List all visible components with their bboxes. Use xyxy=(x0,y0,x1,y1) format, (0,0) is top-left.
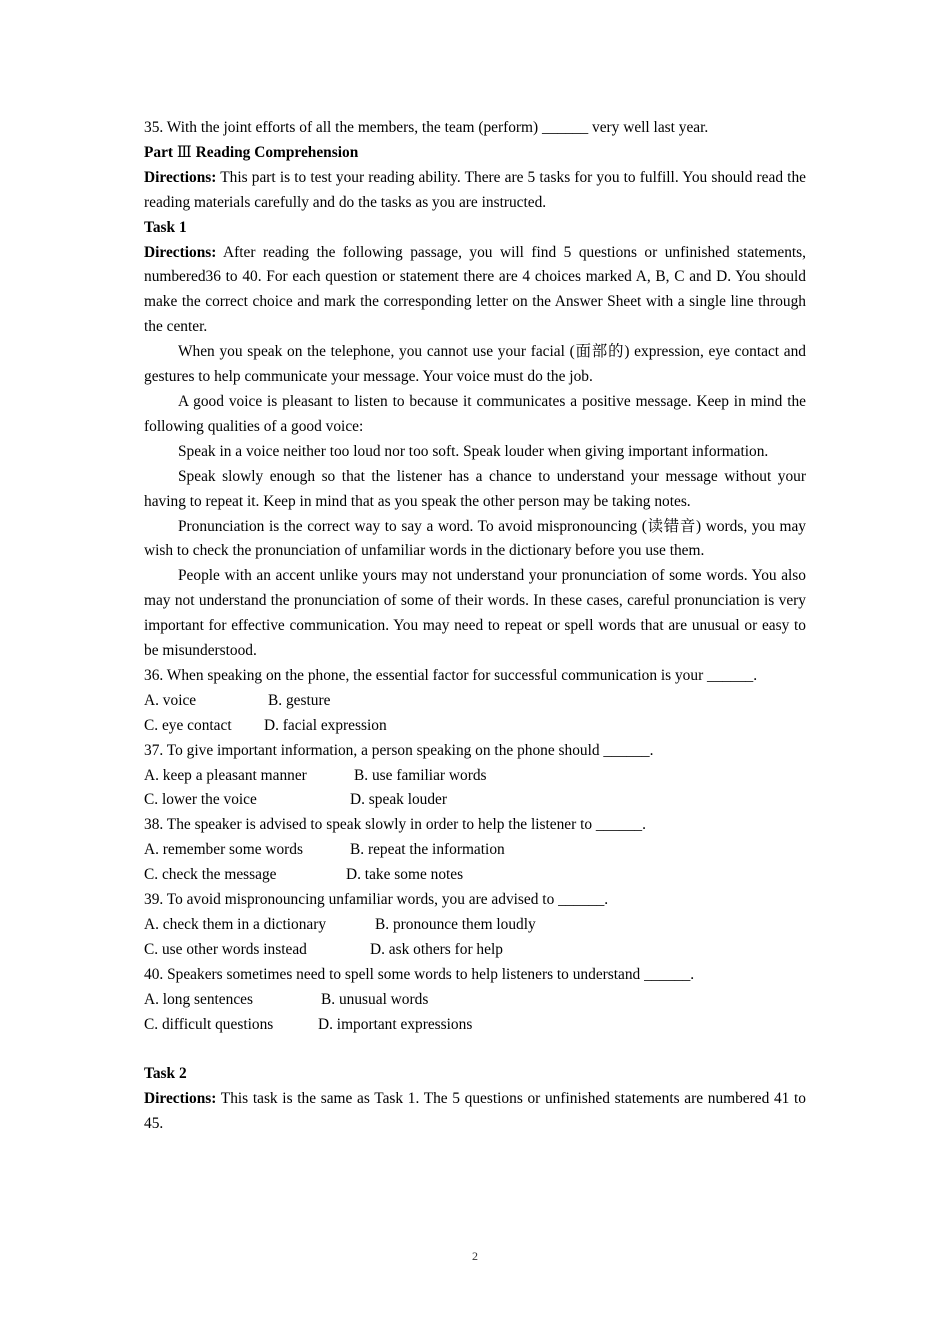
option-d: D. important expressions xyxy=(318,1015,473,1033)
option-c: C. use other words instead xyxy=(144,940,307,958)
option-a: A. remember some words xyxy=(144,841,303,859)
question-stem: 40. Speakers sometimes need to spell some words to help listeners to understand ______. xyxy=(144,965,695,983)
question-35: 35. With the joint efforts of all the members, the team (perform) ______ very well last year. xyxy=(144,119,709,136)
options-row xyxy=(144,938,806,963)
passage-paragraph: When you speak on the telephone, you cannot use your facial (面部的) expression, eye contact and gestures to help communicate your message. Your voice must do the job. xyxy=(144,343,806,386)
options-row xyxy=(144,764,806,789)
option-a: A. keep a pleasant manner xyxy=(144,766,307,784)
option-d: D. speak louder xyxy=(350,791,448,809)
option-b: B. use familiar words xyxy=(354,766,487,784)
spacer xyxy=(144,1038,806,1063)
passage-paragraph: People with an accent unlike yours may not understand your pronunciation of some words. You also may not understand the pronunciation of some of their words. In these cases, careful pronunciation is very important for effective communication. You may need to repeat or spell words that are unusual or easy to be misunderstood. xyxy=(144,567,806,660)
page-content xyxy=(144,116,806,1137)
part-numeral: Ⅲ xyxy=(176,143,192,161)
part-label: Part xyxy=(144,143,174,161)
option-b: B. unusual words xyxy=(321,990,429,1008)
directions-text: This task is the same as Task 1. The 5 questions or unfinished statements are numbered 41 to 45. xyxy=(144,1090,806,1133)
question-stem: 38. The speaker is advised to speak slowly in order to help the listener to ______. xyxy=(144,816,646,834)
directions-label: Directions: xyxy=(144,243,217,261)
option-a: A. voice xyxy=(144,691,197,709)
option-c: C. difficult questions xyxy=(144,1015,274,1033)
option-b: B. pronounce them loudly xyxy=(375,916,536,933)
option-d: D. ask others for help xyxy=(370,940,503,958)
options-row xyxy=(144,1013,806,1038)
passage-paragraph: Pronunciation is the correct way to say a word. To avoid mispronouncing (读错音) words, you may wish to check the pronunciation of unfamiliar words in the dictionary before you use them. xyxy=(144,517,806,560)
option-c: C. check the message xyxy=(144,866,277,884)
part-directions xyxy=(144,166,806,216)
option-c: C. lower the voice xyxy=(144,791,257,809)
options-row xyxy=(144,714,806,739)
option-b: B. gesture xyxy=(268,691,331,709)
passage-paragraph: A good voice is pleasant to listen to because it communicates a positive message. Keep in mind the following qualities of a good voice: xyxy=(144,392,806,435)
option-d: D. take some notes xyxy=(346,866,464,884)
passage-paragraph: Speak in a voice neither too loud nor too soft. Speak louder when giving important information. xyxy=(178,442,769,460)
options-row xyxy=(144,863,806,888)
directions-text: After reading the following passage, you will find 5 questions or unfinished statements, numbered36 to 40. For each question or statement there are 4 choices marked A, B, C and D. You should make the correct choice and mark the corresponding letter on the Answer Sheet with a single line through the center. xyxy=(144,243,806,336)
question-stem: 37. To give important information, a person speaking on the phone should ______. xyxy=(144,741,654,759)
directions-label: Directions: xyxy=(144,1090,217,1108)
part-heading xyxy=(144,141,806,166)
task2-directions xyxy=(144,1087,806,1137)
directions-label: Directions: xyxy=(144,168,217,186)
part-title: Reading Comprehension xyxy=(195,143,359,161)
question-stem: 39. To avoid mispronouncing unfamiliar words, you are advised to ______. xyxy=(144,891,609,909)
task2-title: Task 2 xyxy=(144,1065,187,1083)
passage-paragraph: Speak slowly enough so that the listener has a chance to understand your message without your having to repeat it. Keep in mind that as you speak the other person may be taking notes. xyxy=(144,467,806,510)
option-b: B. repeat the information xyxy=(350,841,505,859)
directions-text: This part is to test your reading ability. There are 5 tasks for you to fulfill. You should read the reading materials carefully and do the tasks as you are instructed. xyxy=(144,168,806,211)
option-a: A. check them in a dictionary xyxy=(144,916,327,933)
page-number: 2 xyxy=(472,1249,478,1263)
option-c: C. eye contact xyxy=(144,716,232,734)
options-row xyxy=(144,913,806,938)
task1-directions xyxy=(144,241,806,341)
task1-title: Task 1 xyxy=(144,218,187,236)
option-d: D. facial expression xyxy=(264,716,387,734)
option-a: A. long sentences xyxy=(144,990,253,1008)
question-stem: 36. When speaking on the phone, the essential factor for successful communication is your ______. xyxy=(144,666,758,684)
options-row xyxy=(144,788,806,813)
options-row xyxy=(144,838,806,863)
options-row xyxy=(144,988,806,1013)
options-row xyxy=(144,689,806,714)
